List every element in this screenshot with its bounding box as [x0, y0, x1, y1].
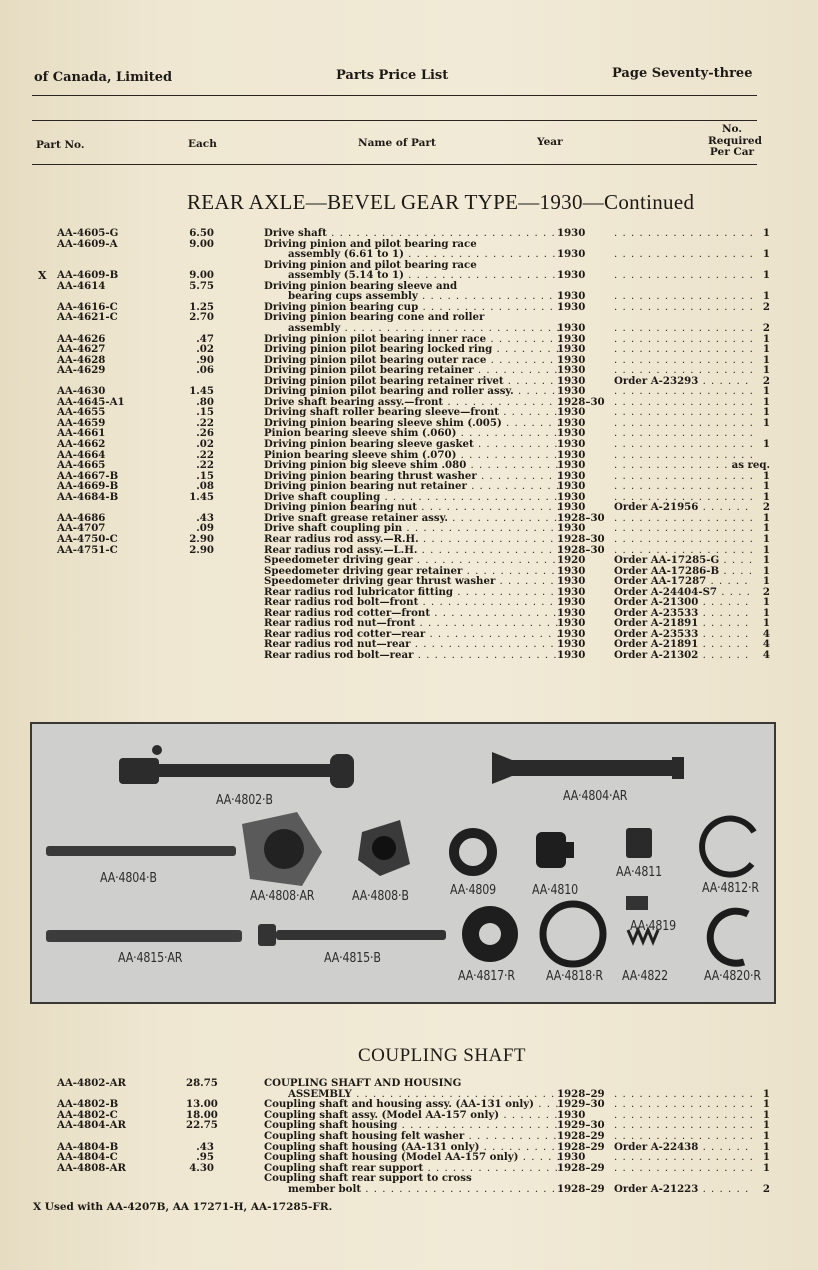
year: 1928–29 — [557, 1161, 605, 1174]
price: .95 — [196, 1151, 214, 1164]
year: 1928–30 — [557, 395, 605, 408]
column-rule-bottom — [32, 164, 757, 165]
year: 1930 — [557, 374, 586, 387]
part-4815ar-shape — [46, 930, 242, 942]
price: .15 — [196, 406, 214, 419]
part-name: Drive shaft coupling pin . . . — [264, 523, 560, 534]
order-ref — [614, 291, 752, 302]
qty-required: 1 — [762, 606, 770, 619]
order-ref — [614, 1163, 752, 1174]
label-aa-4810: AA·4810 — [532, 882, 578, 898]
order-ref — [614, 302, 752, 313]
order-ref — [614, 228, 752, 239]
part-name: Driving pinion pilot bearing inner race . . . — [264, 334, 560, 345]
part-name: Driving pinion bearing sleeve gasket . . . — [264, 439, 560, 450]
qty-required: 1 — [762, 596, 770, 609]
year: 1930 — [557, 353, 586, 366]
part-number: AA-4804-B — [57, 1140, 119, 1153]
price: 9.00 — [189, 269, 214, 282]
order-ref: Order AA-17286-B . . . — [614, 566, 752, 577]
year: 1930 — [557, 1108, 586, 1121]
part-name: Driving pinion pilot bearing retainer rivet . . . — [264, 376, 560, 387]
qty-required: 1 — [762, 343, 770, 356]
qty-required: 1 — [762, 480, 770, 493]
label-aa-4815-ar: AA·4815·AR — [118, 950, 183, 966]
order-ref — [614, 270, 752, 281]
price: .43 — [196, 511, 214, 524]
price: 1.45 — [189, 385, 214, 398]
order-ref: Order A-23533 . . . — [614, 629, 752, 640]
price: .90 — [196, 353, 214, 366]
qty-required: 1 — [762, 248, 770, 261]
part-name: Drive shaft bearing assy.—front . . . — [264, 397, 560, 408]
part-number: AA-4645-A1 — [57, 395, 125, 408]
part-4809-shape — [454, 833, 492, 871]
price: .08 — [196, 480, 214, 493]
label-aa-4802-b: AA·4802·B — [216, 792, 273, 808]
qty-required: 2 — [762, 1183, 770, 1195]
year: 1930 — [557, 364, 586, 377]
year: 1930 — [557, 564, 586, 577]
year: 1930 — [557, 416, 586, 429]
order-ref — [614, 1099, 752, 1110]
price: .22 — [196, 459, 214, 472]
order-ref — [614, 344, 752, 355]
qty-required: 1 — [762, 1098, 770, 1111]
qty-required: 1 — [762, 543, 770, 556]
part-name: Rear radius rod assy.—L.H. . . . — [264, 545, 560, 556]
order-ref — [614, 386, 752, 397]
part-number: AA-4804-AR — [57, 1119, 126, 1132]
x-mark: X — [38, 269, 47, 283]
header-right: Page Seventy-three — [612, 66, 753, 81]
header-left: of Canada, Limited — [34, 70, 173, 85]
part-4808ar-shape — [242, 812, 322, 886]
part-number: AA-4707 — [57, 522, 106, 535]
price: .15 — [196, 469, 214, 482]
part-number: AA-4661 — [57, 427, 106, 440]
order-ref: Order A-23533 . . . — [614, 608, 752, 619]
part-name: Rear radius rod bolt—front . . . — [264, 597, 560, 608]
part-name: Coupling shaft housing felt washer . . . — [264, 1131, 560, 1142]
label-aa-4820-r: AA·4820·R — [704, 968, 761, 984]
price: 9.00 — [189, 237, 214, 250]
label-aa-4808-b: AA·4808·B — [352, 888, 409, 904]
part-name: Coupling shaft rear support to cross — [264, 1173, 472, 1185]
price: 4.30 — [189, 1161, 214, 1174]
year: 1930 — [557, 385, 586, 398]
year: 1930 — [557, 649, 586, 661]
part-4804ar-shape — [492, 752, 684, 784]
header-center: Parts Price List — [336, 68, 449, 83]
part-name: assembly (5.14 to 1) . . . — [288, 270, 560, 281]
price: 2.90 — [189, 532, 214, 545]
part-number: AA-4629 — [57, 364, 106, 377]
part-number: AA-4628 — [57, 353, 106, 366]
part-number: AA-4614 — [57, 279, 106, 292]
part-4818r-shape — [543, 904, 603, 964]
part-4802b-shape — [119, 745, 354, 788]
qty-required: 1 — [762, 385, 770, 398]
price: .26 — [196, 427, 214, 440]
order-ref — [614, 492, 752, 503]
order-ref: Order AA-17287 . . . — [614, 576, 752, 587]
price: 1.25 — [189, 300, 214, 313]
label-aa-4812-r: AA·4812·R — [702, 880, 759, 896]
price: .09 — [196, 522, 214, 535]
order-ref — [614, 523, 752, 534]
qty-required: 1 — [762, 290, 770, 303]
part-number: AA-4669-B — [57, 480, 119, 493]
price: .47 — [196, 332, 214, 345]
year: 1930 — [557, 300, 586, 313]
part-4804b-shape — [46, 846, 236, 856]
order-ref — [614, 1089, 752, 1100]
part-number: AA-4804-C — [57, 1151, 118, 1164]
year: 1930 — [557, 459, 586, 472]
qty-required: 4 — [762, 638, 770, 651]
year: 1929–30 — [557, 1119, 605, 1132]
year: 1928–29 — [557, 1183, 605, 1195]
qty-required: 1 — [762, 1119, 770, 1132]
part-name: Drive snaft grease retainer assy. . . . — [264, 513, 560, 524]
part-number: AA-4802-AR — [57, 1077, 126, 1089]
order-ref: Order A-22438 . . . — [614, 1142, 752, 1153]
part-number: AA-4630 — [57, 385, 106, 398]
year: 1930 — [557, 617, 586, 630]
part-name: Driving pinion pilot bearing outer race . . . — [264, 355, 560, 366]
year: 1930 — [557, 596, 586, 609]
qty-required: 1 — [762, 554, 770, 567]
qty-required: 1 — [762, 490, 770, 503]
part-name: Driving pinion pilot bearing locked ring . . . — [264, 344, 560, 355]
part-name: Driving pinion bearing cone and roller — [264, 312, 485, 324]
section-title-coupling-shaft: COUPLING SHAFT — [358, 1045, 526, 1066]
qty-required: 1 — [762, 269, 770, 282]
label-aa-4815-b: AA·4815·B — [324, 950, 381, 966]
part-name: assembly . . . — [288, 323, 560, 334]
qty-required: 1 — [762, 1140, 770, 1153]
order-ref — [614, 407, 752, 418]
part-name: Driving pinion bearing nut retainer . . . — [264, 481, 560, 492]
part-number: AA-4686 — [57, 511, 106, 524]
label-aa-4809: AA·4809 — [450, 882, 496, 898]
year: 1930 — [557, 227, 586, 239]
year: 1930 — [557, 585, 586, 598]
order-ref: Order A-21891 . . . — [614, 639, 752, 650]
part-name: Speedometer driving gear retainer . . . — [264, 566, 560, 577]
year: 1930 — [557, 427, 586, 440]
qty-required: 1 — [762, 522, 770, 535]
part-name: Driving pinion big sleeve shim .080 . . . — [264, 460, 560, 471]
year: 1930 — [557, 501, 586, 514]
footnote: X Used with AA-4207B, AA 17271-H, AA-17285-FR. — [33, 1201, 333, 1213]
qty-required: 1 — [762, 469, 770, 482]
label-aa-4822: AA·4822 — [622, 968, 668, 984]
qty-required: 1 — [762, 617, 770, 630]
part-name: Rear radius rod nut—front . . . — [264, 618, 560, 629]
part-number: AA-4662 — [57, 438, 106, 450]
price: .06 — [196, 364, 214, 377]
part-number: AA-4802-B — [57, 1098, 119, 1111]
header-rule — [32, 95, 757, 96]
price: .22 — [196, 448, 214, 461]
price: .43 — [196, 1140, 214, 1153]
year: 1930 — [557, 248, 586, 261]
qty-required: 2 — [762, 501, 770, 514]
part-name: COUPLING SHAFT AND HOUSING — [264, 1078, 462, 1089]
label-aa-4804-ar: AA·4804·AR — [563, 788, 628, 804]
order-ref: Order AA-17285-G . . . — [614, 555, 752, 566]
order-ref: Order A-21891 . . . — [614, 618, 752, 629]
year: 1930 — [557, 638, 586, 651]
part-number: AA-4609-B — [57, 269, 119, 282]
label-aa-4811: AA·4811 — [616, 864, 662, 880]
label-aa-4804-b: AA·4804·B — [100, 870, 157, 886]
order-ref — [614, 471, 752, 482]
qty-required: 2 — [762, 300, 770, 313]
order-ref — [614, 1152, 752, 1163]
qty-required: 1 — [762, 532, 770, 545]
price: 28.75 — [186, 1077, 218, 1089]
year: 1928–30 — [557, 532, 605, 545]
order-ref — [614, 355, 752, 366]
part-name: Driving pinion bearing cup . . . — [264, 302, 560, 313]
price: 22.75 — [186, 1119, 218, 1132]
qty-required: 1 — [762, 353, 770, 366]
year: 1930 — [557, 332, 586, 345]
part-4811-shape — [626, 828, 652, 858]
label-aa-4818-r: AA·4818·R — [546, 968, 603, 984]
year: 1928–30 — [557, 511, 605, 524]
order-ref — [614, 545, 752, 556]
year: 1928–29 — [557, 1130, 605, 1142]
part-name: Rear radius rod cotter—rear . . . — [264, 629, 560, 640]
part-name: Pinion bearing sleeve shim (.060) . . . — [264, 428, 560, 439]
year: 1930 — [557, 290, 586, 303]
part-4808b-shape — [358, 820, 410, 876]
section-title-rear-axle: REAR AXLE—BEVEL GEAR TYPE—1930—Continued — [187, 190, 695, 214]
part-name: Coupling shaft rear support . . . — [264, 1163, 560, 1174]
part-number: AA-4609-A — [57, 237, 118, 250]
label-aa-4808-ar: AA·4808·AR — [250, 888, 315, 904]
part-number: AA-4664 — [57, 448, 106, 461]
year: 1930 — [557, 1151, 586, 1164]
qty-required: 2 — [762, 585, 770, 598]
order-ref: Order A-21300 . . . — [614, 597, 752, 608]
year: 1930 — [557, 627, 586, 640]
part-number: AA-4750-C — [57, 532, 118, 545]
qty-required: 1 — [762, 1130, 770, 1142]
order-ref — [614, 365, 752, 376]
qty-required: 1 — [762, 575, 770, 588]
part-name: Rear radius rod cotter—front . . . — [264, 608, 560, 619]
part-name: Coupling shaft housing . . . — [264, 1120, 560, 1131]
qty-required: 1 — [762, 438, 770, 450]
order-ref: Order A-21223 . . . — [614, 1184, 752, 1195]
part-number: AA-4605-G — [57, 227, 119, 239]
qty-required: 2 — [762, 374, 770, 387]
part-name: member bolt . . . — [288, 1184, 560, 1195]
part-number: AA-4626 — [57, 332, 106, 345]
order-ref — [614, 397, 752, 408]
qty-required: 2 — [762, 321, 770, 334]
year: 1930 — [557, 480, 586, 493]
qty-required: 1 — [762, 332, 770, 345]
part-name: Driving pinion bearing sleeve and — [264, 280, 458, 292]
part-number: AA-4802-C — [57, 1108, 118, 1121]
part-name: Drive shaft . . . — [264, 228, 560, 239]
part-number: AA-4616-C — [57, 300, 118, 313]
qty-required: 1 — [762, 1108, 770, 1121]
qty-required: 1 — [762, 564, 770, 577]
part-name: Rear radius rod lubricator fitting . . . — [264, 587, 560, 598]
order-ref — [614, 418, 752, 429]
part-name: Driving pinion and pilot bearing race — [264, 238, 477, 250]
price: 2.90 — [189, 543, 214, 556]
part-name: Rear radius rod bolt—rear . . . — [264, 650, 560, 661]
year: 1928–29 — [557, 1140, 605, 1153]
parts-photo — [30, 722, 776, 1004]
part-number: AA-4655 — [57, 406, 106, 419]
qty-required: 4 — [762, 627, 770, 640]
price: .80 — [196, 395, 214, 408]
year: 1930 — [557, 321, 586, 334]
qty-required: 4 — [762, 649, 770, 661]
year: 1930 — [557, 269, 586, 282]
part-name: Driving pinion bearing nut . . . — [264, 502, 560, 513]
part-name: Coupling shaft assy. (Model AA-157 only) . . . — [264, 1110, 560, 1121]
order-ref — [614, 334, 752, 345]
price: 6.50 — [189, 227, 214, 239]
qty-required: 1 — [762, 395, 770, 408]
label-aa-4817-r: AA·4817·R — [458, 968, 515, 984]
year: 1928–30 — [557, 543, 605, 556]
order-ref: Order A-21302 . . . — [614, 650, 752, 661]
part-name: Driving pinion pilot bearing retainer . . . — [264, 365, 560, 376]
year: 1929–30 — [557, 1098, 605, 1111]
qty-required: 1 — [762, 1151, 770, 1164]
qty-required: 1 — [762, 511, 770, 524]
column-rule-top — [32, 120, 757, 121]
qty-required: 1 — [762, 1161, 770, 1174]
price: .02 — [196, 438, 214, 450]
qty-required: 1 — [762, 1087, 770, 1100]
price: 5.75 — [189, 279, 214, 292]
order-ref — [614, 249, 752, 260]
part-name: bearing cups assembly . . . — [288, 291, 560, 302]
col-required: No. Required Per Car — [708, 123, 762, 158]
col-part-no: Part No. — [36, 139, 85, 151]
price: 1.45 — [189, 490, 214, 503]
order-ref — [614, 1131, 752, 1142]
part-name: Driving shaft roller bearing sleeve—front . . . — [264, 407, 560, 418]
part-number: AA-4621-C — [57, 311, 118, 324]
qty-required: 1 — [762, 416, 770, 429]
year: 1928–29 — [557, 1087, 605, 1100]
part-name: Speedometer driving gear . . . — [264, 555, 560, 566]
order-ref — [614, 1110, 752, 1121]
order-ref — [614, 428, 752, 439]
part-name: Coupling shaft housing (AA-131 only) . . . — [264, 1142, 560, 1153]
order-ref: Order A-21956 . . . — [614, 502, 752, 513]
order-ref — [614, 534, 752, 545]
part-name: Driving pinion and pilot bearing race — [264, 259, 477, 271]
part-name: Rear radius rod nut—rear . . . — [264, 639, 560, 650]
part-name: Driving pinion bearing sleeve shim (.005) . . . — [264, 418, 560, 429]
year: 1930 — [557, 490, 586, 503]
year: 1920 — [557, 554, 586, 567]
part-4820r-shape — [710, 911, 748, 963]
qty-required: as req. — [731, 459, 770, 472]
order-ref — [614, 439, 752, 450]
part-number: AA-4659 — [57, 416, 106, 429]
part-4812r-shape — [702, 819, 754, 875]
order-ref: Order A-24404-S7 . . . — [614, 587, 752, 598]
price: 2.70 — [189, 311, 214, 324]
col-year: Year — [537, 136, 563, 148]
year: 1930 — [557, 438, 586, 450]
part-number: AA-4751-C — [57, 543, 118, 556]
part-name: Coupling shaft housing (Model AA-157 only) . . . — [264, 1152, 560, 1163]
label-aa-4819: AA·4819 — [630, 918, 676, 934]
part-number: AA-4684-B — [57, 490, 119, 503]
order-ref — [614, 323, 752, 334]
part-4819-shape — [626, 896, 648, 910]
year: 1930 — [557, 469, 586, 482]
part-name: Driving pinion pilot bearing and roller assy. . . . — [264, 386, 560, 397]
part-number: AA-4667-B — [57, 469, 119, 482]
part-4815b-shape — [258, 924, 446, 946]
order-ref: Order A-23293 . . . — [614, 376, 752, 387]
price: 18.00 — [186, 1108, 218, 1121]
year: 1930 — [557, 606, 586, 619]
part-name: Drive shaft coupling . . . — [264, 492, 560, 503]
price: 13.00 — [186, 1098, 218, 1111]
part-name: Rear radius rod assy.—R.H. . . . — [264, 534, 560, 545]
order-ref — [614, 513, 752, 524]
year: 1930 — [557, 522, 586, 535]
year: 1930 — [557, 406, 586, 419]
part-name: Pinion bearing sleeve shim (.070) . . . — [264, 450, 560, 461]
part-number: AA-4665 — [57, 459, 106, 472]
part-name: assembly (6.61 to 1) . . . — [288, 249, 560, 260]
qty-required: 1 — [762, 364, 770, 377]
qty-required: 1 — [762, 406, 770, 419]
price: .22 — [196, 416, 214, 429]
order-ref — [614, 1120, 752, 1131]
year: 1930 — [557, 448, 586, 461]
part-4810-shape — [536, 832, 574, 868]
year: 1930 — [557, 575, 586, 588]
year: 1930 — [557, 343, 586, 356]
part-name: ASSEMBLY . . . — [288, 1089, 560, 1100]
part-name: Coupling shaft and housing assy. (AA-131 only) . . . — [264, 1099, 560, 1110]
qty-required: 1 — [762, 227, 770, 239]
part-4817r-shape — [462, 906, 518, 962]
price: .02 — [196, 343, 214, 356]
col-each: Each — [188, 138, 217, 150]
part-number: AA-4627 — [57, 343, 106, 356]
col-name: Name of Part — [358, 137, 436, 149]
part-name: Driving pinion bearing thrust washer . . . — [264, 471, 560, 482]
part-name: Speedometer driving gear thrust washer . . . — [264, 576, 560, 587]
order-ref — [614, 481, 752, 492]
part-number: AA-4808-AR — [57, 1161, 126, 1174]
